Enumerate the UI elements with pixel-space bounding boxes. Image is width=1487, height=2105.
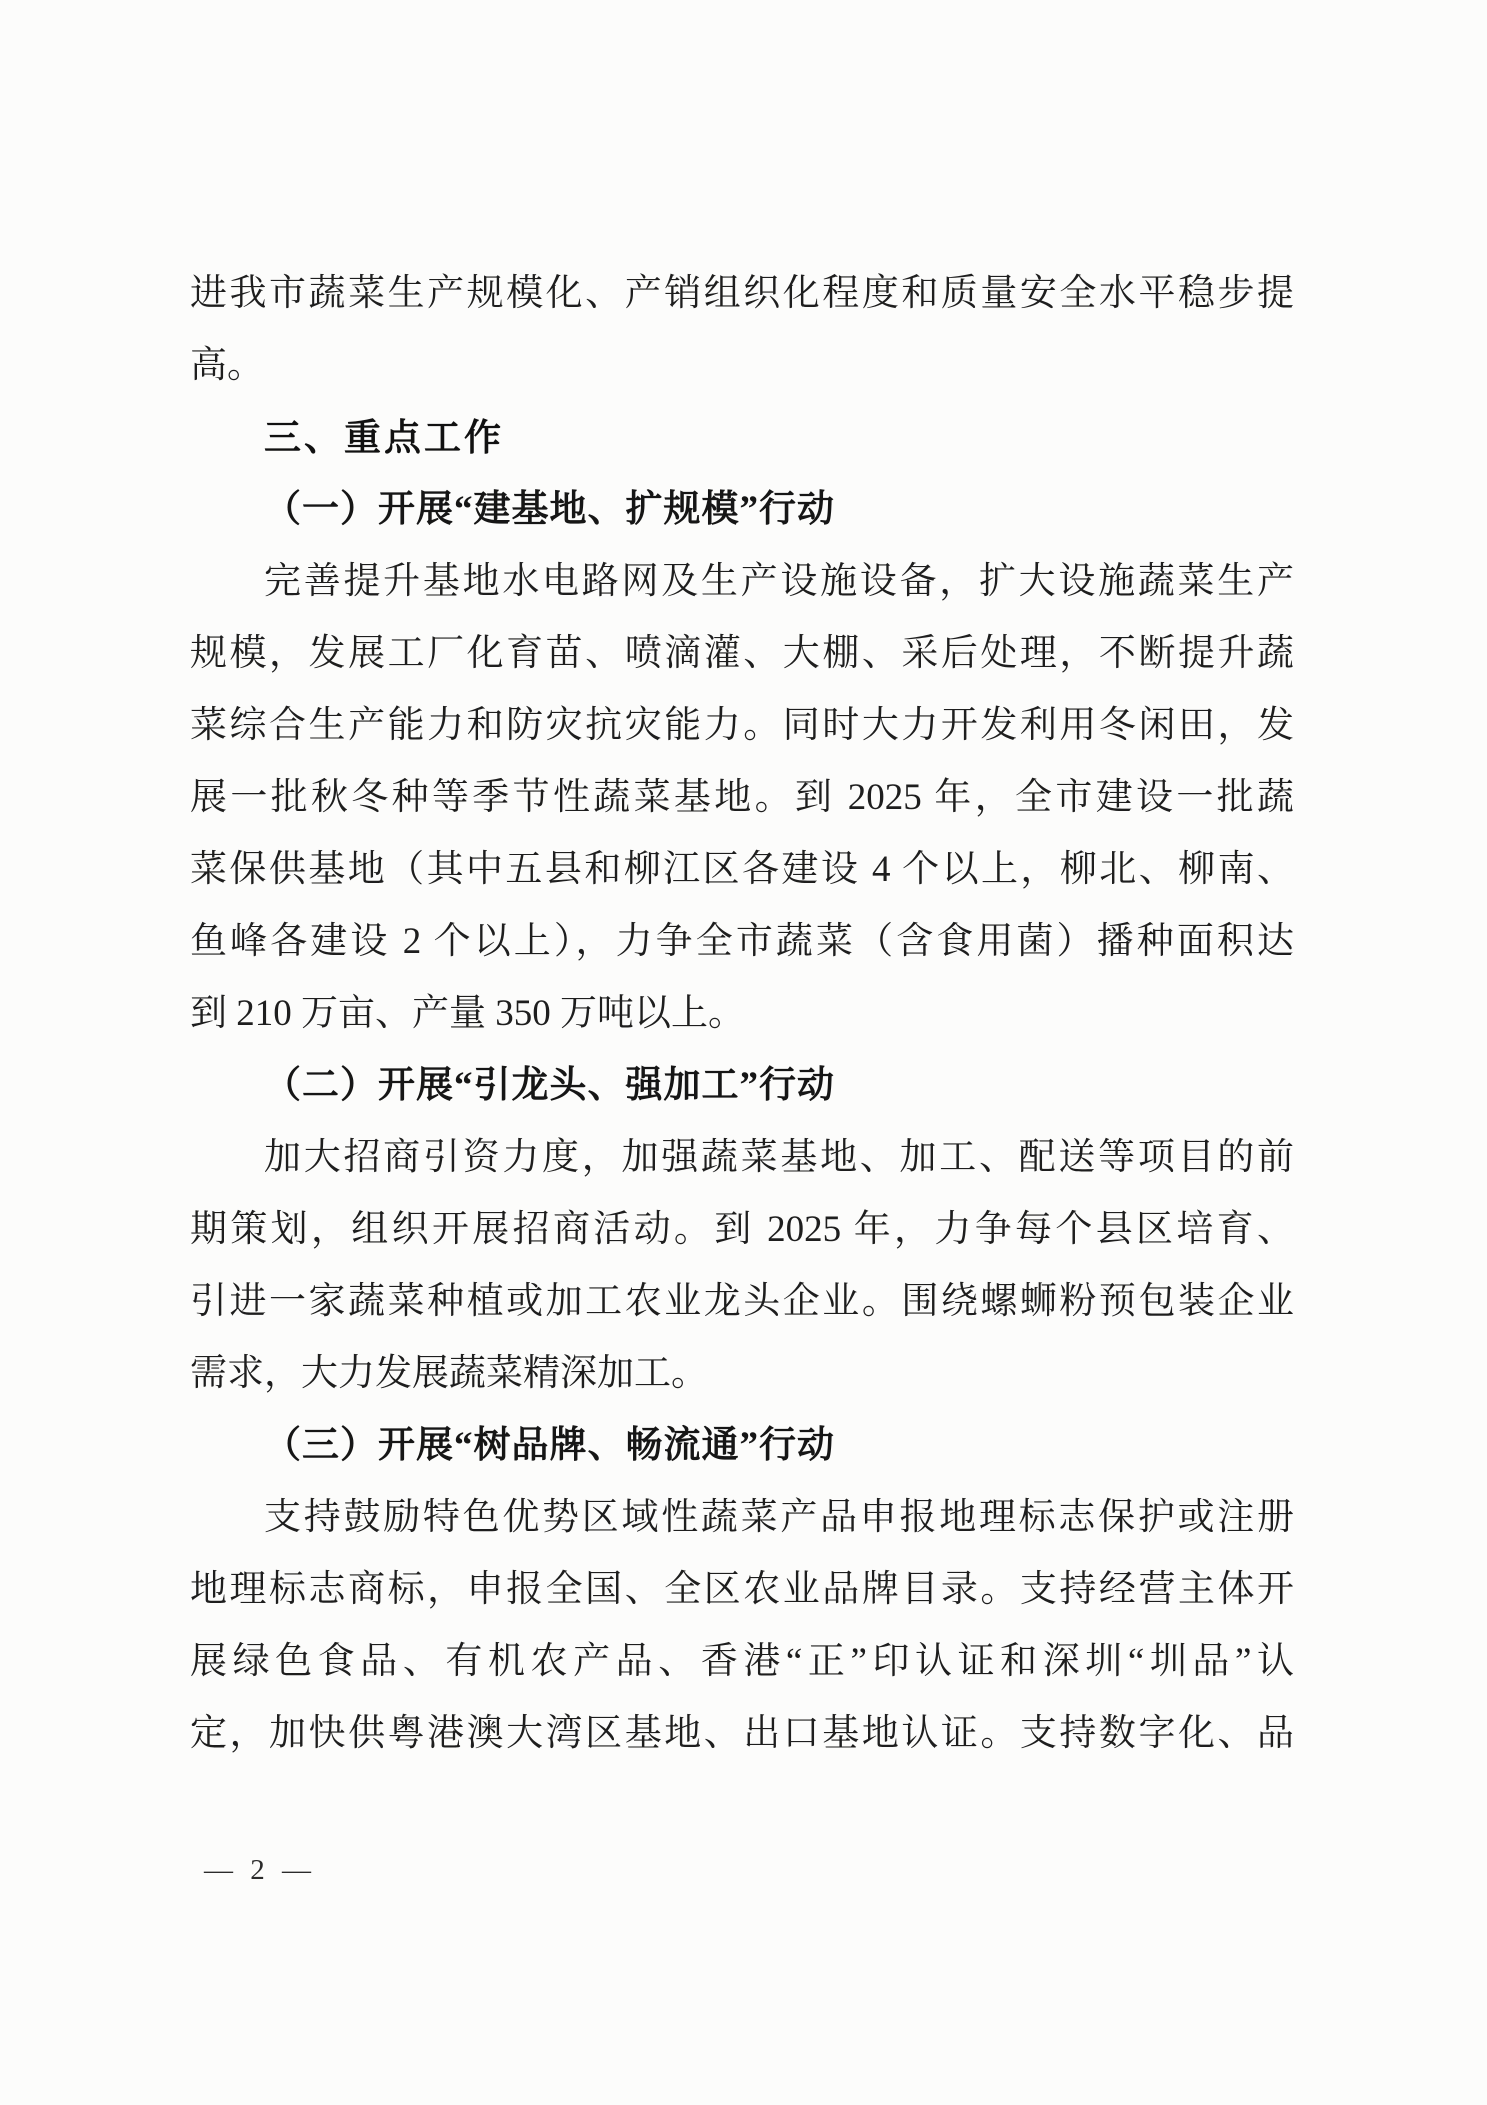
page-number: — 2 — [204,1854,316,1886]
body-line: 地理标志商标，申报全国、全区农业品牌目录。支持经营主体开 [190,1569,1294,1610]
document-body [190,258,1294,1770]
body-line: 到 210 万亩、产量 350 万吨以上。 [190,993,745,1034]
subsection-2-heading: （二）开展“引龙头、强加工”行动 [264,1065,835,1106]
body-line: 引进一家蔬菜种植或加工农业龙头企业。围绕螺蛳粉预包装企业 [190,1281,1294,1322]
body-line: 定，加快供粤港澳大湾区基地、出口基地认证。支持数字化、品 [190,1713,1294,1754]
body-line: 期策划，组织开展招商活动。到 2025 年，力争每个县区培育、 [190,1209,1294,1250]
body-line: 完善提升基地水电路网及生产设施设备，扩大设施蔬菜生产 [264,561,1294,602]
body-line: 高。 [190,345,264,386]
body-line: 鱼峰各建设 2 个以上），力争全市蔬菜（含食用菌）播种面积达 [190,921,1294,962]
body-line: 规模，发展工厂化育苗、喷滴灌、大棚、采后处理，不断提升蔬 [190,633,1294,674]
subsection-3-heading: （三）开展“树品牌、畅流通”行动 [264,1425,835,1466]
body-line: 支持鼓励特色优势区域性蔬菜产品申报地理标志保护或注册 [264,1497,1294,1538]
body-line: 菜保供基地（其中五县和柳江区各建设 4 个以上，柳北、柳南、 [190,849,1294,890]
body-line: 进我市蔬菜生产规模化、产销组织化程度和质量安全水平稳步提 [190,273,1294,314]
body-line: 需求，大力发展蔬菜精深加工。 [190,1353,708,1394]
body-line: 展绿色食品、有机农产品、香港“正”印认证和深圳“圳品”认 [190,1641,1294,1682]
body-line: 展一批秋冬种等季节性蔬菜基地。到 2025 年，全市建设一批蔬 [190,777,1294,818]
body-line: 加大招商引资力度，加强蔬菜基地、加工、配送等项目的前 [264,1137,1294,1178]
section-heading: 三、重点工作 [264,417,504,458]
body-line: 菜综合生产能力和防灾抗灾能力。同时大力开发利用冬闲田，发 [190,705,1294,746]
subsection-1-heading: （一）开展“建基地、扩规模”行动 [264,489,835,530]
